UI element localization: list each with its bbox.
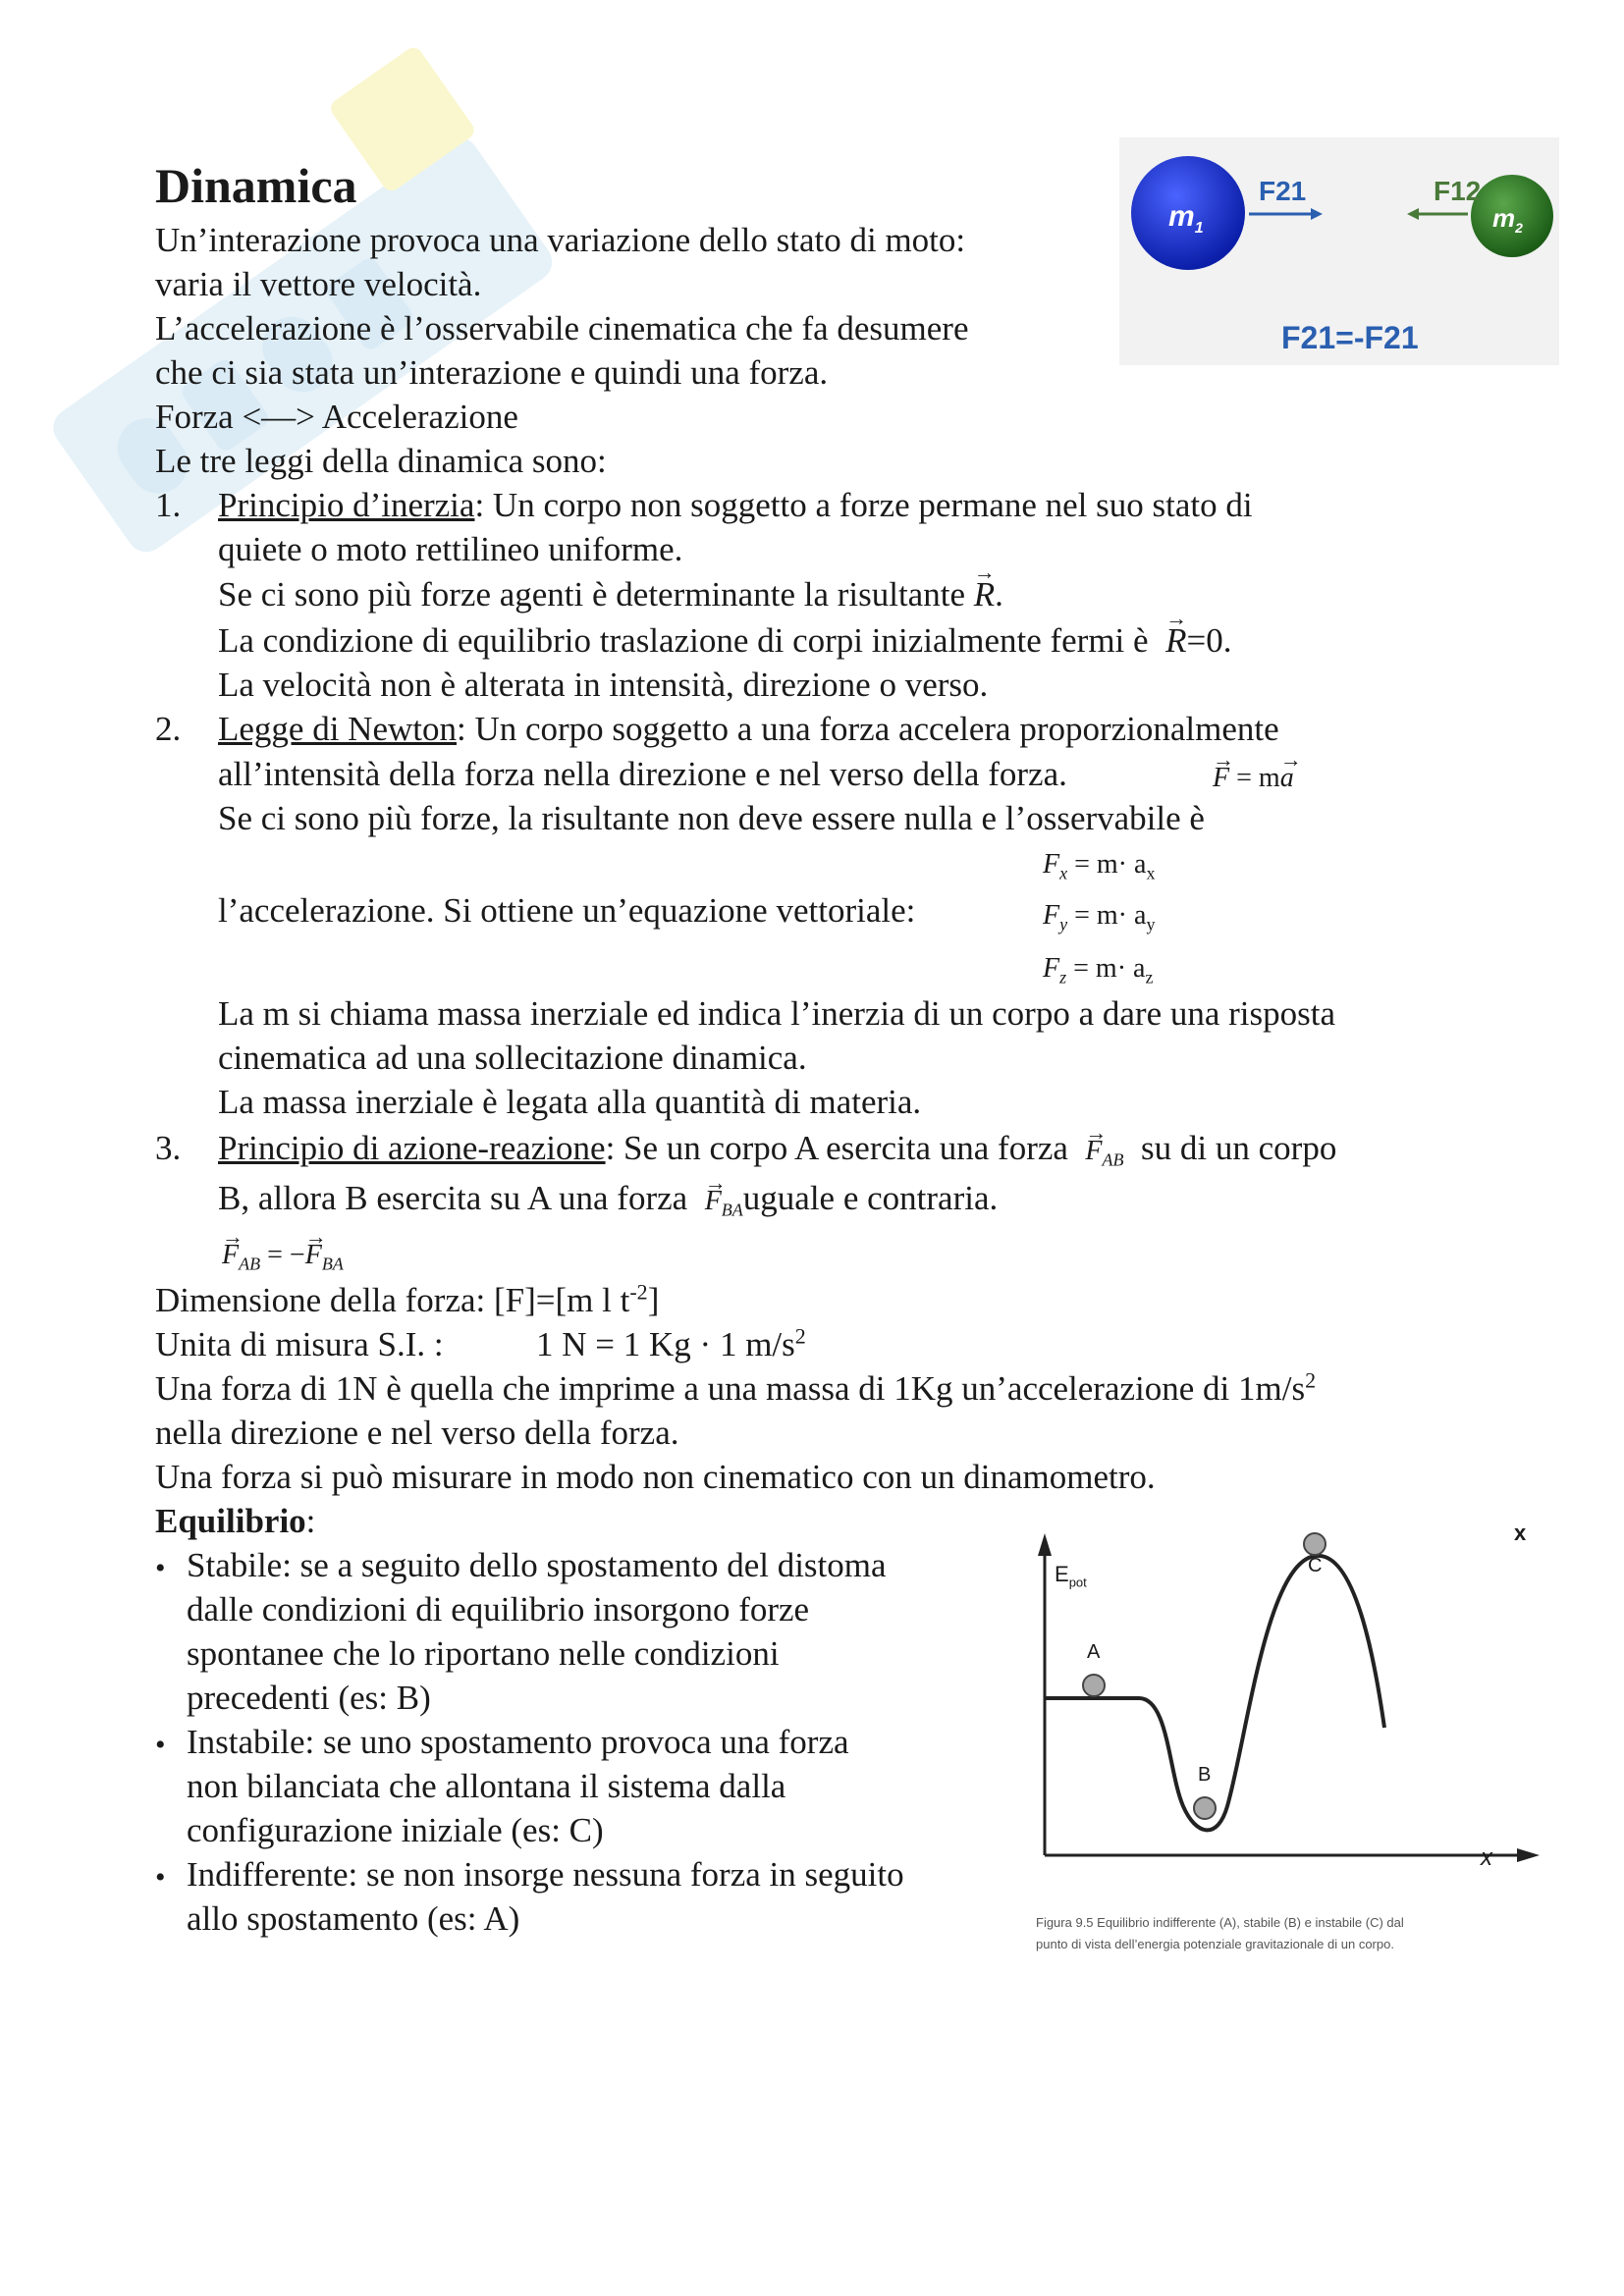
list-item-instabile: Instabile: se uno spostamento provoca una forza	[187, 1723, 849, 1761]
law1-first-line: Principio d’inerzia: Un corpo non soggetto a forze permane nel suo stato di	[218, 486, 1253, 524]
law1-number: 1.	[155, 486, 182, 524]
intro-line: Le tre leggi della dinamica sono:	[155, 442, 607, 480]
point-c-label: C	[1308, 1555, 1323, 1576]
m1-label: $m_1$	[1168, 200, 1204, 237]
graph-caption: punto di vista dell’energia potenziale gravitazionale di un corpo.	[1036, 1937, 1394, 1951]
potential-energy-graph	[1021, 1512, 1551, 1885]
law2-number: 2.	[155, 710, 182, 748]
close-icon: x	[1514, 1521, 1527, 1545]
law3-number: 3.	[155, 1129, 182, 1167]
list-item-instabile-cont: non bilanciata che allontana il sistema dalla	[187, 1767, 786, 1805]
law1-name: Principio d’inerzia	[218, 486, 475, 524]
law2-line: cinematica ad una sollecitazione dinamica.	[218, 1039, 807, 1077]
y-axis-label: $E_{pot}$	[1055, 1562, 1087, 1590]
newton-second-law-formula: → F = m→ a	[1213, 756, 1294, 800]
law2-line: l’accelerazione. Si ottiene un’equazione vettoriale:	[218, 891, 916, 930]
law2-line: all’intensità della forza nella direzione e nel verso della forza.	[218, 755, 1067, 793]
si-unit-value: 1 N = 1 Kg · 1 $m/s^2$	[536, 1323, 806, 1363]
bullet-icon: •	[155, 1729, 166, 1761]
graph-caption: Figura 9.5 Equilibrio indifferente (A), stabile (B) e instabile (C) dal	[1036, 1915, 1404, 1930]
list-item-indifferente-cont: allo spostamento (es: A)	[187, 1899, 520, 1938]
force-dimension: Dimensione della forza: [F]=[m l $t^{-2}$]	[155, 1279, 660, 1319]
page-title: Dinamica	[155, 158, 357, 213]
bullet-icon: •	[155, 1552, 166, 1584]
point-b-label: B	[1198, 1764, 1212, 1786]
point-b-ball	[1194, 1797, 1216, 1819]
intro-line: L’accelerazione è l’osservabile cinematica che fa desumere	[155, 309, 969, 347]
component-equation-y: $F_y = m\cdot a_y$	[1043, 900, 1156, 934]
component-equation-x: $F_x = m\cdot a_x$	[1043, 849, 1156, 883]
law2-line: La m si chiama massa inerziale ed indica l’inerzia di un corpo a dare una risposta	[218, 994, 1336, 1033]
law1-line: La velocità non è alterata in intensità, direzione o verso.	[218, 666, 989, 704]
intro-line: che ci sia stata un’interazione e quindi una forza.	[155, 353, 829, 392]
component-equation-z: $F_z = m\cdot a_z$	[1043, 953, 1154, 988]
law2-line: Se ci sono più forze, la risultante non deve essere nulla e l’osservabile è	[218, 799, 1205, 837]
law2-line: La massa inerziale è legata alla quantità di materia.	[218, 1083, 922, 1121]
point-c-ball	[1304, 1533, 1326, 1555]
intro-line: varia il vettore velocità.	[155, 265, 482, 303]
law3-name: Principio di azione-reazione	[218, 1129, 606, 1167]
point-a-label: A	[1087, 1641, 1101, 1663]
intro-line: Un’interazione provoca una variazione dello stato di moto:	[155, 221, 966, 259]
list-item-indifferente: Indifferente: se non insorge nessuna forza in seguito	[187, 1855, 904, 1894]
bullet-icon: •	[155, 1861, 166, 1894]
si-unit-label: Unita di misura S.I. :	[155, 1325, 444, 1363]
dynamometer-note: Una forza si può misurare in modo non cinematico con un dinamometro.	[155, 1458, 1156, 1496]
action-reaction-formula: → $F_{AB}$ = −→ $F_{BA}$	[222, 1233, 344, 1287]
f21-label: F21	[1259, 176, 1307, 206]
newton-third-law-equation: F21=-F21	[1281, 320, 1419, 355]
law2-first-line: Legge di Newton: Un corpo soggetto a una forza accelera proporzionalmente	[218, 710, 1279, 748]
newton-definition: Una forza di 1N è quella che imprime a una massa di 1Kg un’accelerazione di $1m/s^2$	[155, 1367, 1317, 1408]
list-item-stabile-cont: spontanee che lo riportano nelle condizioni	[187, 1634, 780, 1673]
m2-label: $m_2$	[1492, 203, 1523, 237]
law2-name: Legge di Newton	[218, 710, 457, 748]
list-item-instabile-cont: configurazione iniziale (es: C)	[187, 1811, 604, 1849]
law1-resultant-line: Se ci sono più forze agenti è determinante la risultante → R.	[218, 572, 1003, 616]
law1-equilibrium-line: La condizione di equilibrio traslazione di corpi inizialmente fermi è → R=0.	[218, 618, 1231, 663]
list-item-stabile: Stabile: se a seguito dello spostamento del distoma	[187, 1546, 887, 1584]
x-axis-label: x	[1481, 1844, 1492, 1871]
law1-line: quiete o moto rettilineo uniforme.	[218, 530, 683, 568]
newton-definition-cont: nella direzione e nel verso della forza.	[155, 1414, 679, 1452]
list-item-stabile-cont: dalle condizioni di equilibrio insorgono forze	[187, 1590, 810, 1629]
f12-label: F12	[1434, 176, 1482, 206]
list-item-stabile-cont: precedenti (es: B)	[187, 1679, 431, 1717]
intro-line: Forza <—> Accelerazione	[155, 398, 518, 436]
point-a-ball	[1083, 1675, 1105, 1696]
law3-line: B, allora B esercita su A una forza → $F_{BA}uguale$ e contraria.	[218, 1176, 998, 1233]
law3-first-line: Principio di azione-reazione: Se un corpo A esercita una forza → $F_{AB}$ su di un corpo	[218, 1126, 1336, 1183]
equilibrio-heading: Equilibrio:	[155, 1502, 316, 1540]
